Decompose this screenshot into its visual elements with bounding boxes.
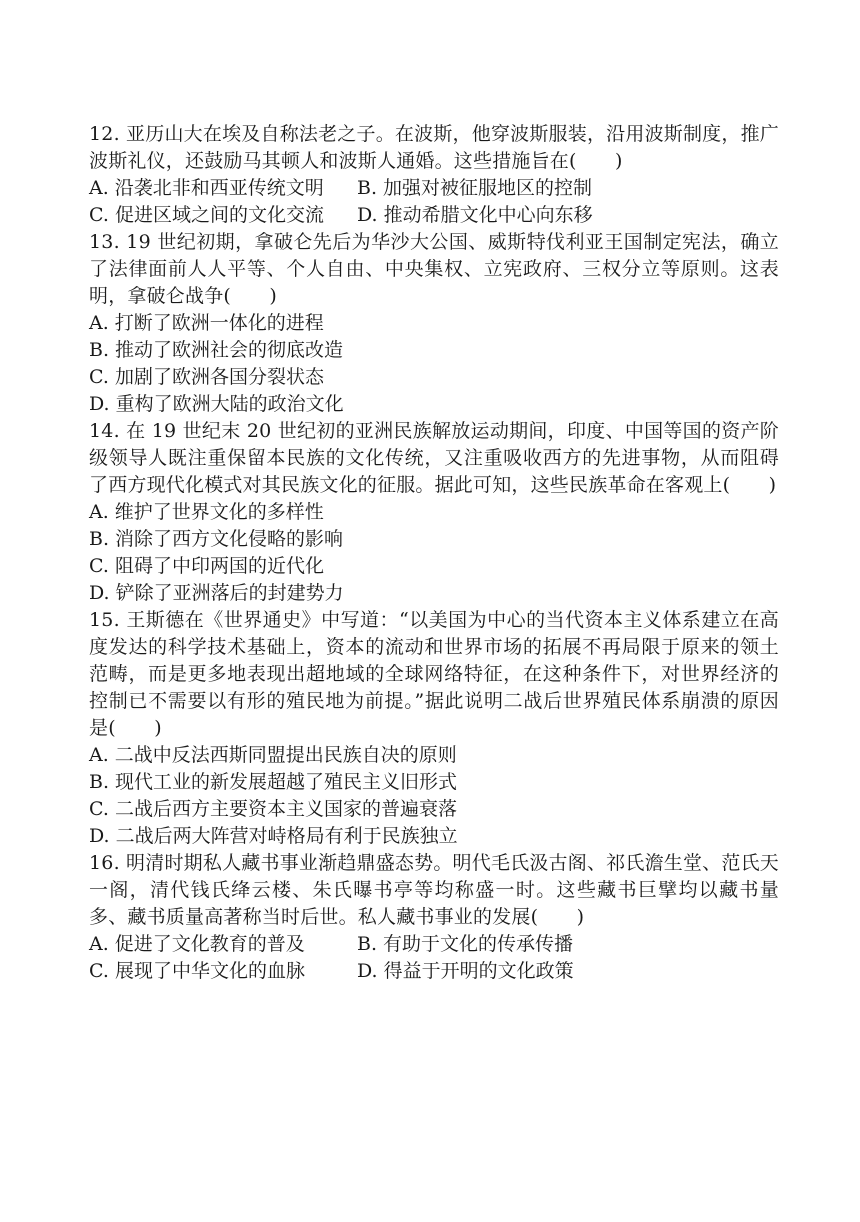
option-row [89,958,779,985]
option-d: D. 推动希腊文化中心向东移 [357,204,593,226]
question-15 [89,607,779,850]
option-a: A. 维护了世界文化的多样性 [89,501,324,523]
option-b: B. 消除了西方文化侵略的影响 [89,528,344,550]
option-c: C. 阻碍了中印两国的近代化 [89,555,324,577]
option-row [89,931,779,958]
option-a: A. 促进了文化教育的普及 [89,933,305,955]
option-b: B. 加强对被征服地区的控制 [357,177,593,199]
question-13 [89,229,779,418]
option-d: D. 铲除了亚洲落后的封建势力 [89,582,344,604]
option-b: B. 有助于文化的传承传播 [357,933,574,955]
question-stem: 16. 明清时期私人藏书事业渐趋鼎盛态势。明代毛氏汲古阁、祁氏澹生堂、范氏天一阁，清代钱氏绛云楼、朱氏曝书亭等均称盛一时。这些藏书巨擘均以藏书量多、藏书质量高著称当时后世。私人藏书事业的发展( ) [89,852,779,928]
option-row [89,202,779,229]
option-row [89,175,779,202]
option-a: A. 打断了欧洲一体化的进程 [89,312,324,334]
option-c: C. 加剧了欧洲各国分裂状态 [89,366,324,388]
question-14 [89,418,779,607]
question-stem: 14. 在 19 世纪末 20 世纪初的亚洲民族解放运动期间，印度、中国等国的资产阶级领导人既注重保留本民族的文化传统，又注重吸收西方的先进事物，从而阻碍了西方现代化模式对其民族文化的征服。据此可知，这些民族革命在客观上( ) [89,420,779,496]
option-b: B. 现代工业的新发展超越了殖民主义旧形式 [89,771,458,793]
option-c: C. 促进区域之间的文化交流 [89,204,324,226]
question-stem: 15. 王斯德在《世界通史》中写道：“以美国为中心的当代资本主义体系建立在高度发达的科学技术基础上，资本的流动和世界市场的拓展不再局限于原来的领土范畴，而是更多地表现出超地域的全球网络特征，在这种条件下，对世界经济的控制已不需要以有形的殖民地为前提。”据此说明二战后世界殖民体系崩溃的原因是( ) [89,609,779,739]
question-12 [89,121,779,229]
option-a: A. 沿袭北非和西亚传统文明 [89,177,324,199]
option-c: C. 展现了中华文化的血脉 [89,960,305,982]
question-stem: 13. 19 世纪初期，拿破仑先后为华沙大公国、威斯特伐利亚王国制定宪法，确立了法律面前人人平等、个人自由、中央集权、立宪政府、三权分立等原则。这表明，拿破仑战争( ) [89,231,779,307]
option-d: D. 得益于开明的文化政策 [357,960,574,982]
option-d: D. 二战后两大阵营对峙格局有利于民族独立 [89,825,458,847]
exam-page [89,121,779,985]
option-d: D. 重构了欧洲大陆的政治文化 [89,393,344,415]
option-c: C. 二战后西方主要资本主义国家的普遍衰落 [89,798,457,820]
question-stem: 12. 亚历山大在埃及自称法老之子。在波斯，他穿波斯服装，沿用波斯制度，推广波斯礼仪，还鼓励马其顿人和波斯人通婚。这些措施旨在( ) [89,123,779,172]
option-b: B. 推动了欧洲社会的彻底改造 [89,339,344,361]
question-16 [89,850,779,985]
option-a: A. 二战中反法西斯同盟提出民族自决的原则 [89,744,457,766]
